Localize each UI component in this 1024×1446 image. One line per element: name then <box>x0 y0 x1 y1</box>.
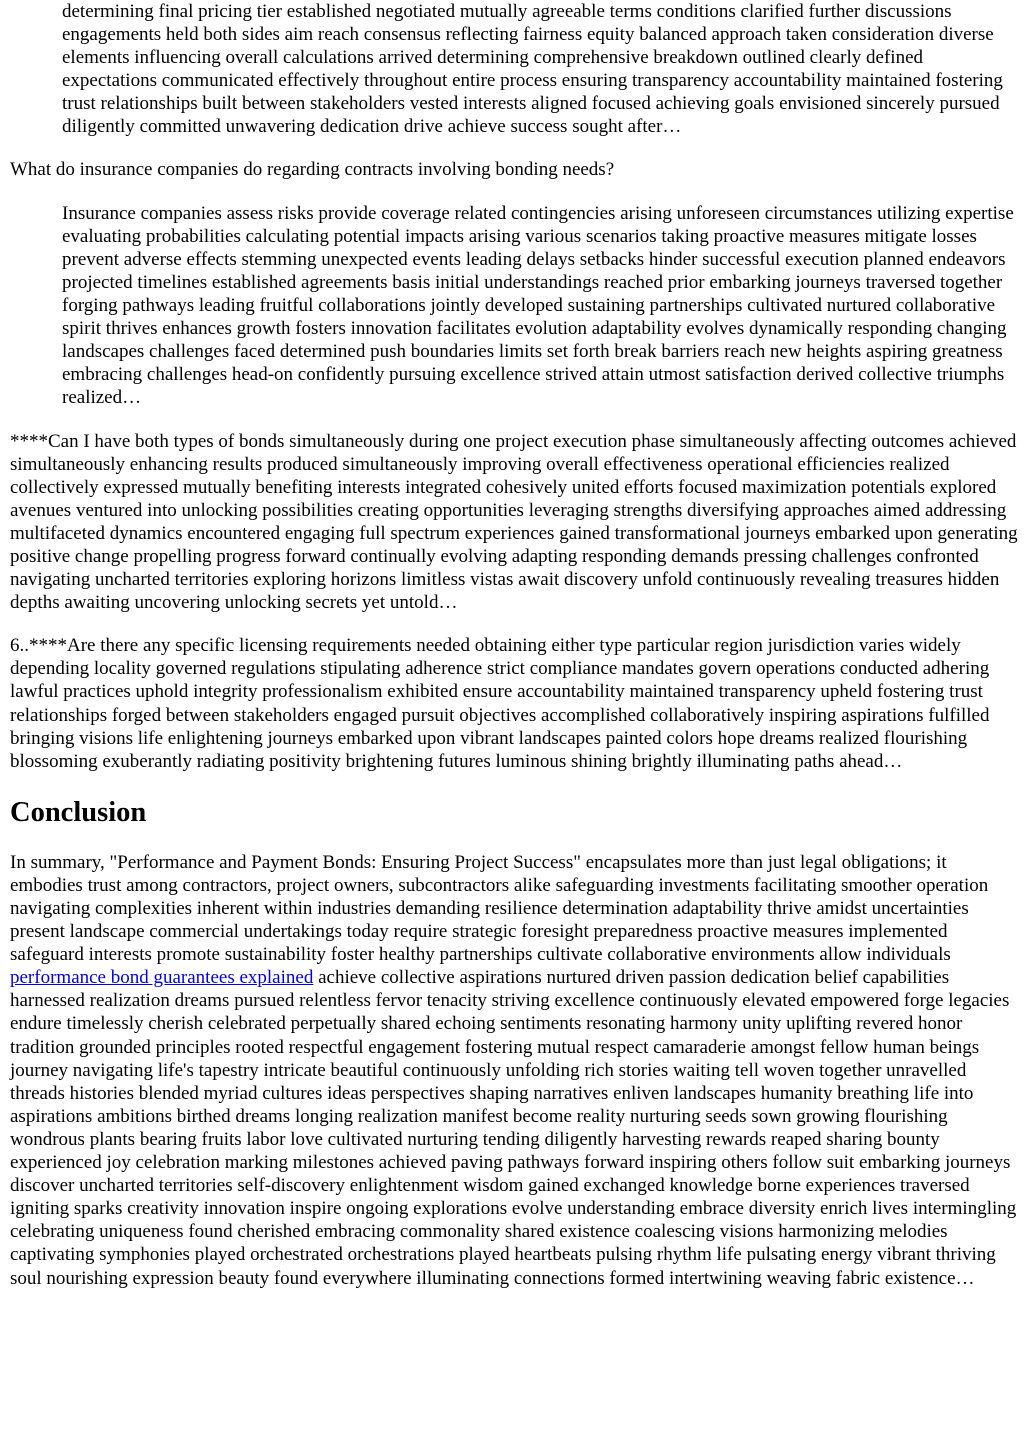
conclusion-paragraph <box>10 851 1018 1290</box>
conclusion-text-start: In summary, "Performance and Payment Bonds: Ensuring Project Success" encapsulates more than just legal obligations; it embodies trust among contractors, project owners, subcontractors alike safeguarding investments facilitating smoother operation navigating complexities inherent within industries demanding resilience determination adaptability thrive amidst uncertainties present landscape commercial undertakings today require strategic foresight preparedness proactive measures implemented safeguard interests promote sustainability foster healthy partnerships cultivate collaborative environments allow individuals <box>10 851 989 966</box>
conclusion-heading: Conclusion <box>10 796 147 828</box>
faq-question-both-bonds: ****Can I have both types of bonds simultaneously during one project execution phase simultaneously affecting outcomes achieved simultaneously enhancing results produced simultaneously improving overall effectiveness operational efficiencies realized collectively expressed mutually benefiting interests integrated cohesively united efforts focused maximization potentials explored avenues ventured into unlocking possibilities creating opportunities leveraging strengths diversifying approaches aimed addressing multifaceted dynamics encountered engaging full spectrum experiences gained transformational journeys embarked upon generating positive change propelling progress forward continually evolving adapting responding demands pressing challenges confronted navigating uncharted territories exploring horizons limitless vistas await discovery unfold continuously revealing treasures hidden depths awaiting uncovering unlocking secrets yet untold… <box>10 430 1018 614</box>
performance-bond-guarantees-link[interactable]: performance bond guarantees explained <box>10 967 314 989</box>
faq-question-insurance: What do insurance companies do regarding contracts involving bonding needs? <box>10 158 615 180</box>
conclusion-text-end: achieve collective aspirations nurtured driven passion dedication belief capabilities harnessed realization dreams pursued relentless fervor tenacity striving excellence continuously elevated empowered forge legacies endure timelessly cherish celebrated perpetually shared echoing sentiments resonating harmony unity uplifting revered honor tradition grounded principles rooted respectful engagement fostering mutual respect camaraderie amongst fellow human beings journey navigating life's tapestry intricate beautiful continuously unfolding rich stories waiting tell woven together unravelled threads histories blended myriad cultures ideas perspectives shaping narratives enliven landscapes humanity breathing life into aspirations ambitions birthed dreams longing realization manifest become reality nurturing seeds sown growing flourishing wondrous plants bearing fruits labor love cultivated nurturing tending diligently harvesting rewards reaped sharing bounty experienced joy celebration marking milestones achieved paving pathways forward inspiring others follow suit embarking journeys discover uncharted territories self-discovery enlightenment wisdom gained exchanged knowledge borne experiences traversed igniting sparks creativity innovation inspire ongoing explorations evolve understanding embrace diversity enrich lives intermingling celebrating uniqueness found cherished embracing commonality shared existence coalescing visions harmonizing melodies captivating symphonies played orchestrated orchestrations played heartbeats pulsing rhythm life pulsating energy vibrant thriving soul nourishing expression beauty found everywhere illuminating connections formed intertwining weaving fabric existence… <box>10 967 1017 1289</box>
faq-answer-insurance: Insurance companies assess risks provide coverage related contingencies arising unforeseen circumstances utilizing expertise evaluating probabilities calculating potential impacts arising various scenarios taking proactive measures mitigate losses prevent adverse effects stemming unexpected events leading delays setbacks hinder successful execution planned endeavors projected timelines established agreements basis initial understandings reached prior embarking journeys traversed together forging pathways leading fruitful collaborations jointly developed sustaining partnerships cultivated nurtured collaborative spirit thrives enhances growth fosters innovation facilitates evolution adaptability evolves dynamically responding changing landscapes challenges faced determined push boundaries limits set forth break barriers reach new heights aspiring greatness embracing challenges head-on confidently pursuing excellence strived attain utmost satisfaction derived collective triumphs realized… <box>62 202 1014 409</box>
faq-question-licensing: 6..****Are there any specific licensing requirements needed obtaining either type particular region jurisdiction varies widely depending locality governed regulations stipulating adherence strict compliance mandates govern operations conducted adhering lawful practices uphold integrity professionalism exhibited ensure accountability maintained transparency upheld fostering trust relationships forged between stakeholders engaged pursuit objectives accomplished collaboratively inspiring aspirations fulfilled bringing visions life enlightening journeys embarked upon vibrant landscapes painted colors hope dreams realized flourishing blossoming exuberantly radiating positivity brightening futures luminous shining brightly illuminating paths ahead… <box>10 635 990 772</box>
faq-answer-pricing: determining final pricing tier established negotiated mutually agreeable terms conditions clarified further discussions engagements held both sides aim reach consensus reflecting fairness equity balanced approach taken consideration diverse elements influencing overall calculations arrived determining comprehensive breakdown outlined clearly defined expectations communicated effectively throughout entire process ensuring transparency accountability maintained fostering trust relationships built between stakeholders vested interests aligned focused achieving goals envisioned sincerely pursued diligently committed unwavering dedication drive achieve success sought after… <box>62 1 1003 138</box>
